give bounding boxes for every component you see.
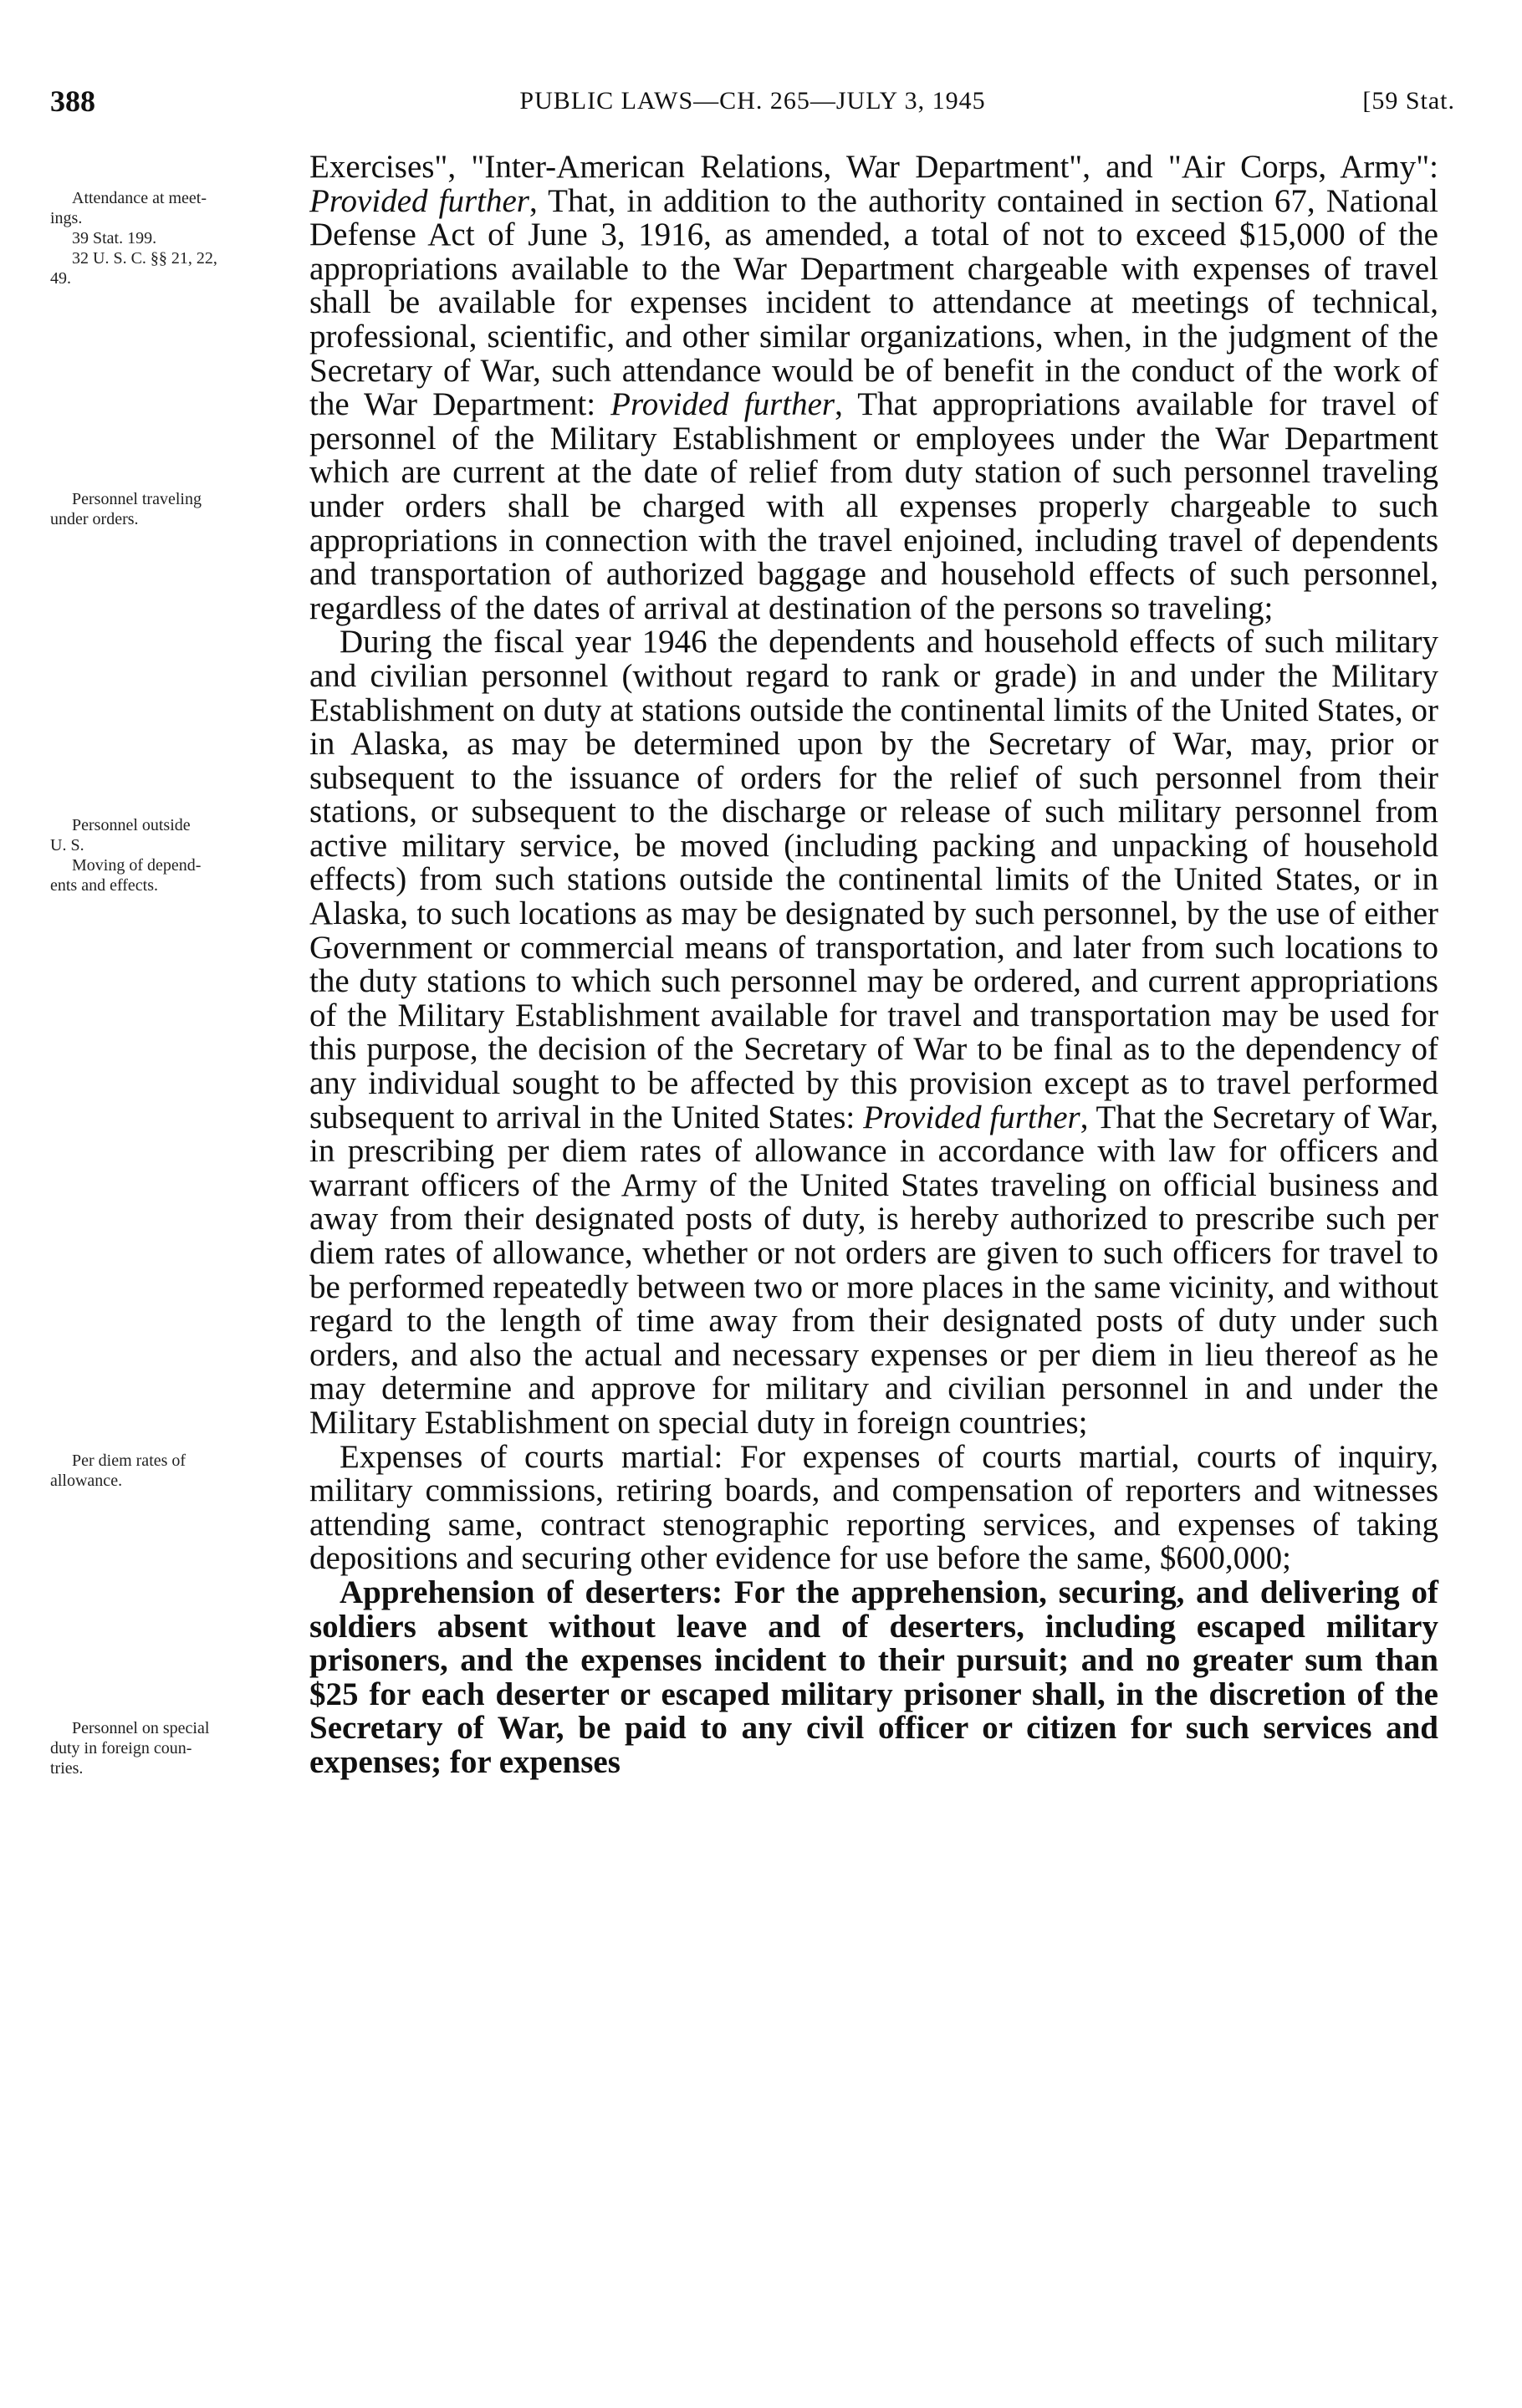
margin-note-line: U. S. [50,836,84,855]
margin-note-line: Moving of depend- [72,856,202,875]
text-run: , That, in addition to the authority contained in section 67, National Defense Act of June 3, 1916, as amended, a total of not to exceed $15,000 of the appropriations available to the War Department chargeable with expenses of travel shall be available for expenses incident to attendance at meetings of technical, professional, scientific, and other similar organizations, when, in the judgment of the Secretary of War, such attendance would be of benefit in the conduct of the work of the War Department: [309,182,1438,423]
margin-note-line: 39 Stat. 199. [72,229,157,247]
text-run: , That the Secretary of War, in prescribing per diem rates of allowance in accordance with law for officers and warrant officers of the Army of the United States traveling on official business and away from their designated posts of duty, is hereby authorized to prescribe such per diem rates of allowance, whether or not orders are given to such officers for travel to be performed repeatedly between two or more places in the same vicinity, and without regard to the length of time away from their designated posts of duty under such orders, and also the actual and necessary expenses or per diem in lieu thereof as he may determine and approve for military and civilian personnel in and under the Military Establishment on special duty in foreign countries; [309,1099,1439,1441]
text-run: Expenses of courts martial: For expenses of courts martial, courts of inquiry, military commissions, retiring boards, and compensation of reporters and witnesses attending same, contract stenographic reporting services, and expenses of taking depositions and securing other evidence for use before the same, $600,000; [309,1438,1438,1577]
proviso-italic: Provided further [610,386,835,423]
margin-note-line: tries. [50,1759,84,1778]
body-text [309,150,1438,1780]
paragraph-deserters [309,1576,1438,1780]
margin-note-personnel-outside [50,815,297,895]
margin-note-attendance [50,188,297,288]
statute-reference: [59 Stat. [1362,87,1455,115]
margin-note-line: ings. [50,209,83,227]
text-run: Apprehension of deserters: For the apprehension, securing, and delivering of soldiers absent without leave and of deserters, including escaped military prisoners, and the expenses incident to their pursuit; and no greater sum than $25 for each deserter or escaped military prisoner shall, in the discretion of the Secretary of War, be paid to any civil officer or citizen for such services and expenses; for expenses [309,1574,1438,1780]
paragraph-dependents [309,625,1438,1440]
margin-note-line: Attendance at meet- [72,189,207,207]
margin-note-line: Personnel traveling [72,490,202,508]
proviso-italic: Provided further [863,1099,1080,1135]
proviso-italic: Provided further [309,182,529,219]
text-run: , That appropriations available for travel of personnel of the Military Establishment or employees under the War Department which are current at the date of relief from duty station of such personnel traveling under orders shall be charged with all expenses properly chargeable to such appropriations in connection with the travel enjoined, including travel of dependents and transportation of authorized baggage and household effects of such personnel, regardless of the dates of arrival at destination of the persons so traveling; [309,386,1438,626]
running-title: PUBLIC LAWS—CH. 265—JULY 3, 1945 [519,87,986,115]
margin-note-line: Personnel outside [72,816,191,834]
margin-note-special-duty [50,1718,297,1778]
margin-note-line: 32 U. S. C. §§ 21, 22, [72,249,217,268]
page-number: 388 [50,84,95,118]
page-header [50,84,1455,125]
text-run: Exercises", "Inter-American Relations, War Department", and "Air Corps, Army": [309,149,1438,185]
paragraph-courts-martial [309,1438,1438,1577]
margin-note-line: Per diem rates of [72,1451,186,1470]
text-run: During the fiscal year 1946 the dependents and household effects of such military and civilian personnel (without regard to rank or grade) in and under the Military Establishment on duty at stations outside the continental limits of the United States, or in Alaska, as may be determined upon by the Secretary of War, may, prior or subsequent to the issuance of orders for the relief of such personnel from their stations, or subsequent to the discharge or release of such military personnel from active military service, be moved (including packing and unpacking of household effects) from such stations outside the continental limits of the United States, or in Alaska, to such locations as may be designated by such personnel, by the use of either Government or commercial means of transportation, and later from such locations to the duty stations to which such personnel may be ordered, and current appropriations of the Military Establishment available for travel and transportation may be used for this purpose, the decision of the Secretary of War to be final as to the dependency of any individual sought to be affected by this provision except as to travel performed subsequent to arrival in the United States: [309,624,1438,1135]
paragraph-attendance [309,150,1438,625]
margin-note-line: duty in foreign coun- [50,1739,192,1758]
margin-note-per-diem [50,1451,297,1491]
margin-note-line: 49. [50,269,71,288]
margin-note-line: allowance. [50,1472,123,1490]
margin-note-line: Personnel on special [72,1719,210,1737]
margin-note-personnel-traveling [50,489,297,529]
margin-note-line: ents and effects. [50,876,159,895]
margin-note-line: under orders. [50,510,139,528]
